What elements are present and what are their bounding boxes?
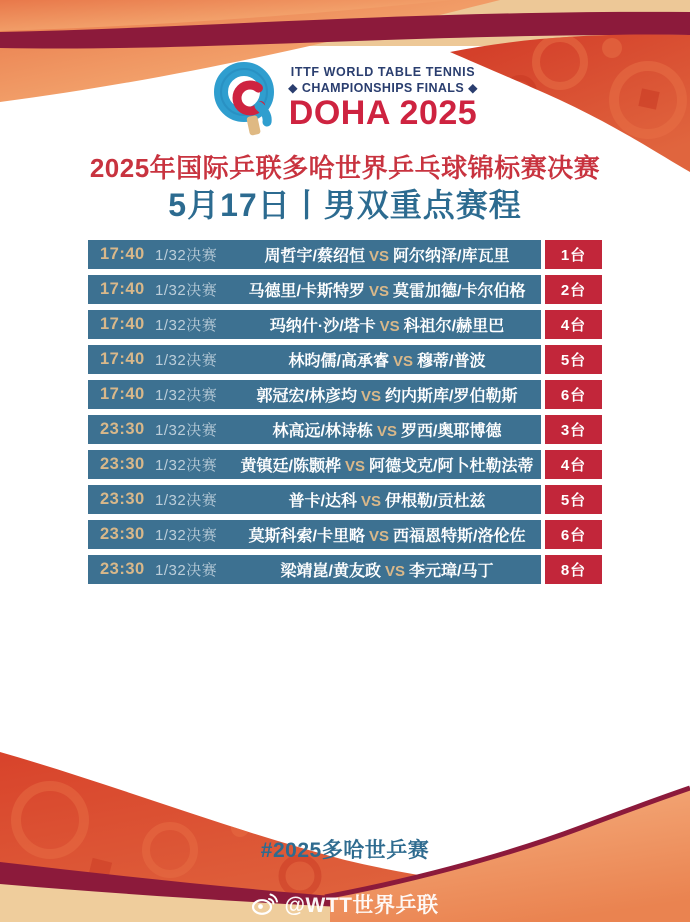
- table-number-badge: 3台: [545, 415, 602, 444]
- match-row: [88, 555, 602, 584]
- away-pair: 阿尔纳泽/库瓦里: [393, 248, 510, 265]
- match-time: 23:30: [100, 490, 145, 508]
- table-number-badge: 4台: [545, 450, 602, 479]
- hashtag: #2025多哈世乒赛: [260, 839, 430, 862]
- match-round: 1/32决赛: [155, 562, 218, 579]
- match-info-cell: [88, 380, 541, 409]
- away-pair: 莫雷加德/卡尔伯格: [393, 283, 526, 300]
- away-pair: 阿德戈克/阿卜杜勒法蒂: [369, 458, 534, 475]
- match-row: [88, 415, 602, 444]
- table-number-badge: 2台: [545, 275, 602, 304]
- home-pair: 郭冠宏/林彦均: [256, 388, 357, 405]
- home-pair: 马德里/卡斯特罗: [248, 283, 365, 300]
- match-time: 23:30: [100, 455, 145, 473]
- away-pair: 约内斯库/罗伯勒斯: [385, 388, 518, 405]
- vs-label: VS: [376, 423, 397, 440]
- vs-label: VS: [379, 318, 400, 335]
- match-time: 17:40: [100, 280, 145, 298]
- match-info-cell: [88, 415, 541, 444]
- away-pair: 科祖尔/赫里巴: [403, 318, 505, 335]
- home-pair: 梁靖崑/黄友政: [280, 563, 381, 580]
- match-players: [239, 558, 541, 581]
- match-players: [239, 418, 541, 441]
- match-info-cell: [88, 555, 541, 584]
- match-info-cell: [88, 345, 541, 374]
- doha-2025-logo-icon: [212, 56, 278, 140]
- home-pair: 林昀儒/高承睿: [288, 353, 389, 370]
- match-row: [88, 345, 602, 374]
- table-number-badge: 6台: [545, 520, 602, 549]
- table-number-badge: 8台: [545, 555, 602, 584]
- away-pair: 西福恩特斯/洛伦佐: [393, 528, 526, 545]
- match-players: [239, 383, 541, 406]
- match-players: [239, 243, 541, 266]
- match-players: [239, 453, 541, 476]
- match-row: [88, 275, 602, 304]
- schedule-title: 5月17日丨男双重点赛程: [168, 187, 522, 223]
- match-round: 1/32决赛: [155, 247, 218, 264]
- home-pair: 周哲宇/蔡绍恒: [264, 248, 365, 265]
- match-round: 1/32决赛: [155, 352, 218, 369]
- home-pair: 玛纳什·沙/塔卡: [269, 318, 376, 335]
- weibo-handle: @WTT世界乒联: [284, 894, 439, 917]
- match-row: [88, 485, 602, 514]
- match-time: 17:40: [100, 315, 145, 333]
- table-number-badge: 1台: [545, 240, 602, 269]
- vs-label: VS: [360, 493, 381, 510]
- vs-label: VS: [368, 248, 389, 265]
- match-round: 1/32决赛: [155, 282, 218, 299]
- match-round: 1/32决赛: [155, 422, 218, 439]
- match-round: 1/32决赛: [155, 457, 218, 474]
- match-round: 1/32决赛: [155, 387, 218, 404]
- match-info-cell: [88, 520, 541, 549]
- match-info-cell: [88, 485, 541, 514]
- match-row: [88, 240, 602, 269]
- match-time: 23:30: [100, 420, 145, 438]
- vs-label: VS: [360, 388, 381, 405]
- match-round: 1/32决赛: [155, 527, 218, 544]
- match-time: 23:30: [100, 525, 145, 543]
- match-info-cell: [88, 275, 541, 304]
- logo-wordmark: DOHA 2025: [288, 93, 478, 132]
- match-players: [239, 313, 541, 336]
- table-number-badge: 5台: [545, 345, 602, 374]
- logo-text: [288, 65, 478, 132]
- vs-label: VS: [368, 283, 389, 300]
- match-row: [88, 380, 602, 409]
- match-players: [239, 523, 541, 546]
- match-time: 17:40: [100, 350, 145, 368]
- match-info-cell: [88, 240, 541, 269]
- away-pair: 穆蒂/普波: [417, 353, 486, 370]
- match-players: [239, 278, 541, 301]
- away-pair: 李元璋/马丁: [409, 563, 494, 580]
- match-row: [88, 520, 602, 549]
- logo-line1: ITTF WORLD TABLE TENNIS: [290, 64, 476, 79]
- table-number-badge: 6台: [545, 380, 602, 409]
- vs-label: VS: [392, 353, 413, 370]
- match-row: [88, 310, 602, 339]
- vs-label: VS: [344, 458, 365, 475]
- match-round: 1/32决赛: [155, 492, 218, 509]
- match-players: [239, 348, 541, 371]
- match-info-cell: [88, 310, 541, 339]
- away-pair: 罗西/奥耶博德: [401, 423, 502, 440]
- vs-label: VS: [384, 563, 405, 580]
- home-pair: 普卡/达科: [288, 493, 357, 510]
- event-title: 2025年国际乒联多哈世界乒乓球锦标赛决赛: [89, 153, 601, 183]
- weibo-icon: [252, 893, 278, 915]
- weibo-watermark: [0, 889, 690, 919]
- table-number-badge: 4台: [545, 310, 602, 339]
- match-time: 17:40: [100, 245, 145, 263]
- match-time: 23:30: [100, 560, 145, 578]
- home-pair: 黄镇廷/陈颢桦: [240, 458, 341, 475]
- logo-line2: ◆ CHAMPIONSHIPS FINALS ◆: [288, 80, 478, 95]
- event-logo: [0, 56, 690, 140]
- match-info-cell: [88, 450, 541, 479]
- match-round: 1/32决赛: [155, 317, 218, 334]
- away-pair: 伊根勒/贡杜兹: [385, 493, 486, 510]
- match-row: [88, 450, 602, 479]
- home-pair: 莫斯科索/卡里略: [248, 528, 365, 545]
- home-pair: 林高远/林诗栋: [272, 423, 373, 440]
- vs-label: VS: [368, 528, 389, 545]
- schedule-table: [88, 240, 602, 590]
- table-number-badge: 5台: [545, 485, 602, 514]
- match-players: [239, 488, 541, 511]
- match-time: 17:40: [100, 385, 145, 403]
